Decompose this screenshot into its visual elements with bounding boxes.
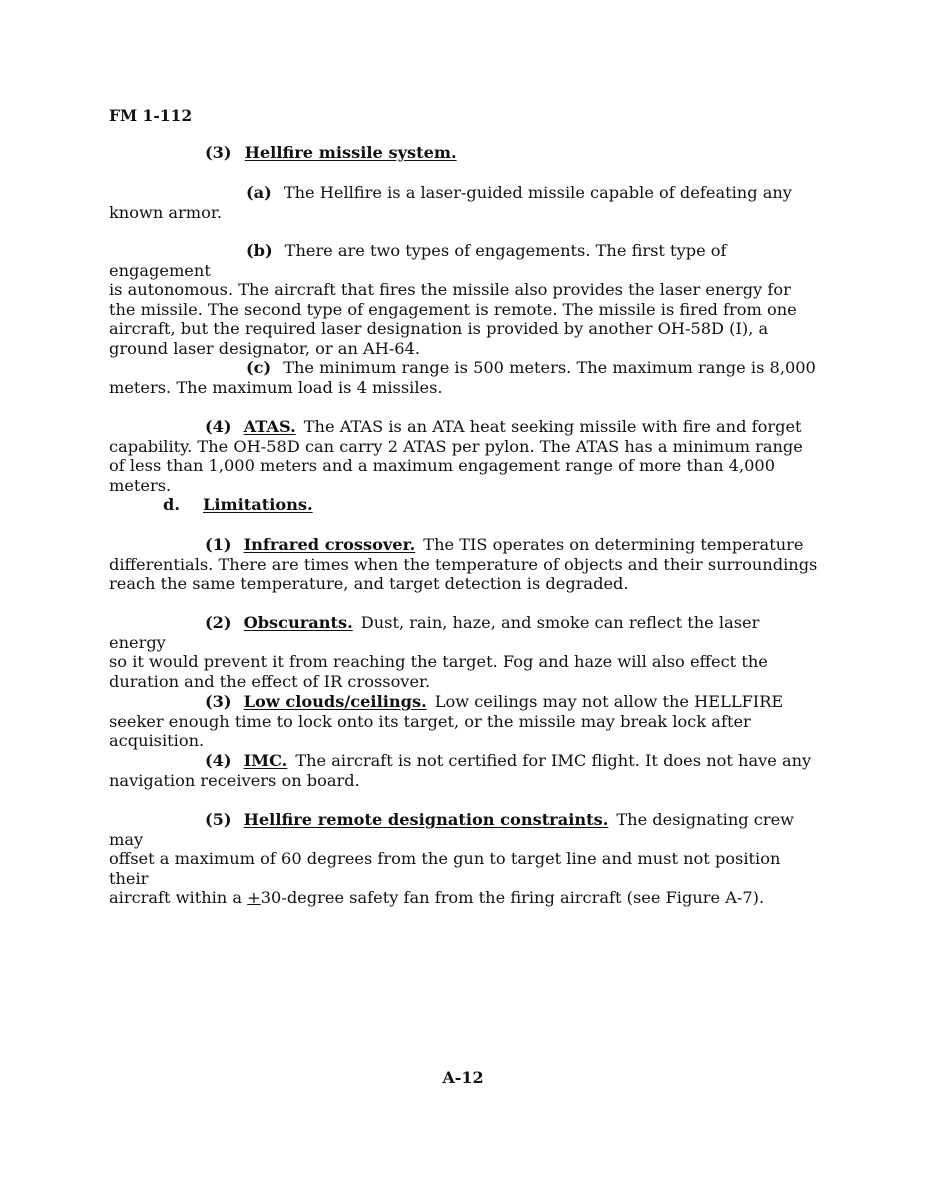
low-clouds-paragraph [109,692,821,751]
limitations-title: Limitations. [202,495,313,514]
hellfire-a-text: The Hellfire is a laser-guided missile capable of defeating any [283,183,792,202]
hellfire-b-paragraph [109,241,821,359]
remote-designation-text-cont-2 [109,888,821,908]
remote-designation-number: (5) [205,810,232,829]
limitations-label: d. [163,495,180,514]
hellfire-a-label: (a) [246,183,272,202]
infrared-title: Infrared crossover. [243,535,416,554]
infrared-paragraph [109,535,821,594]
remote-designation-text: The designating crew may [109,810,795,849]
hellfire-c-paragraph [109,358,821,397]
obscurants-number: (2) [205,613,232,632]
infrared-text: The TIS operates on determining temperature [423,535,804,554]
hellfire-a-paragraph [109,183,821,222]
low-clouds-text: Low ceilings may not allow the HELLFIRE [434,692,784,711]
obscurants-text: Dust, rain, haze, and smoke can reflect the laser energy [109,613,760,652]
plus-minus-symbol: + [247,888,261,908]
document-header: FM 1-112 [109,106,193,125]
limitations-heading [109,495,821,515]
hellfire-b-label: (b) [246,241,273,260]
remote-designation-title: Hellfire remote designation constraints. [243,810,609,829]
atas-title: ATAS. [243,417,296,436]
imc-number: (4) [205,751,232,770]
imc-title: IMC. [243,751,288,770]
infrared-number: (1) [205,535,232,554]
remote-designation-text-cont-2b: 30-degree safety fan from the firing aircraft (see Figure A-7). [260,888,765,908]
remote-designation-paragraph [109,810,821,908]
atas-text: The ATAS is an ATA heat seeking missile with fire and forget [303,417,802,436]
atas-paragraph [109,417,821,495]
hellfire-c-text: The minimum range is 500 meters. The maximum range is 8,000 [283,358,816,377]
hellfire-b-text: There are two types of engagements. The first type of engagement [109,241,727,280]
hellfire-a-text-cont: known armor. [109,202,222,222]
imc-paragraph [109,751,821,790]
low-clouds-title: Low clouds/ceilings. [243,692,427,711]
atas-text-cont: capability. The OH-58D can carry 2 ATAS per pylon. The ATAS has a minimum range of less than 1,000 meters and a maximum engagement range of more than 4,000 meters. [109,436,803,495]
remote-designation-text-cont-2a: aircraft within a [109,888,248,908]
remote-designation-text-cont-1: offset a maximum of 60 degrees from the gun to target line and must not position their [109,849,781,888]
atas-number: (4) [205,417,232,436]
hellfire-title: Hellfire missile system. [244,143,457,162]
hellfire-c-label: (c) [246,358,272,377]
hellfire-heading [109,143,821,163]
imc-text: The aircraft is not certified for IMC flight. It does not have any [295,751,812,770]
hellfire-b-text-cont: is autonomous. The aircraft that fires the missile also provides the laser energy for the missile. The second type of engagement is remote. The missile is fired from one aircraft, but the required laser designation is provided by another OH-58D (I), a ground laser designator, or an AH-64. [109,280,797,358]
obscurants-paragraph [109,613,821,691]
hellfire-c-text-cont: meters. The maximum load is 4 missiles. [109,377,443,397]
low-clouds-text-cont: seeker enough time to lock onto its target, or the missile may break lock after acquisition. [109,711,751,751]
obscurants-text-cont: so it would prevent it from reaching the target. Fog and haze will also effect the duration and the effect of IR crossover. [109,652,768,691]
low-clouds-number: (3) [205,692,232,711]
page-number: A-12 [442,1068,484,1087]
imc-text-cont: navigation receivers on board. [109,770,360,790]
obscurants-title: Obscurants. [243,613,353,632]
hellfire-number: (3) [205,143,232,162]
infrared-text-cont: differentials. There are times when the temperature of objects and their surroundings reach the same temperature, and target detection is degraded. [109,554,818,594]
